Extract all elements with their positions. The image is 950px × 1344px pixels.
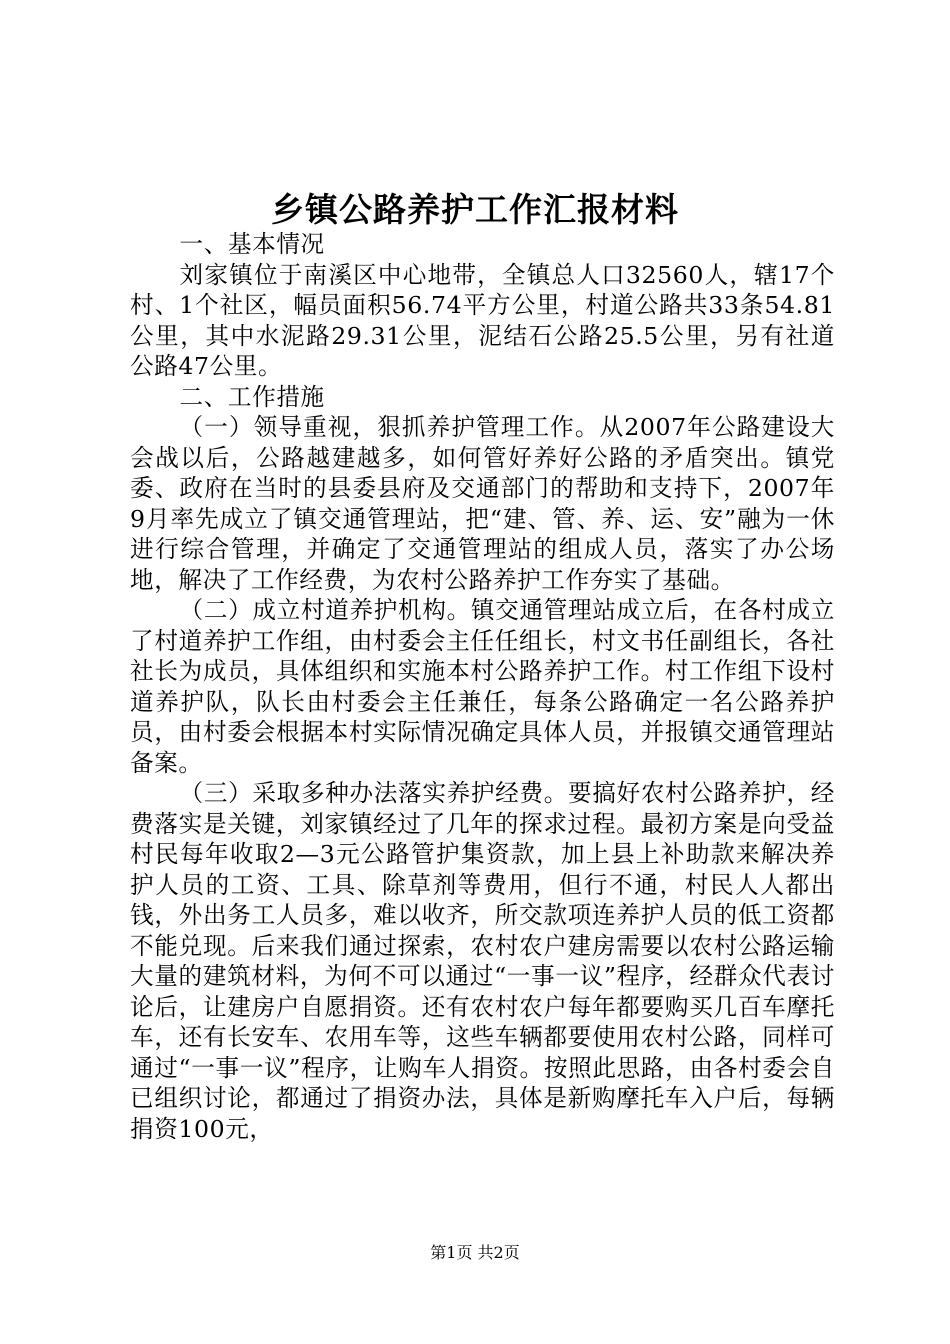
document-body	[130, 229, 835, 1144]
section-heading-measures: 二、工作措施	[179, 382, 325, 411]
document-title: 乡镇公路养护工作汇报材料	[271, 190, 679, 229]
page-footer: 第1页 共2页	[430, 1243, 520, 1262]
paragraph-measure-3: （三）采取多种办法落实养护经费。要搞好农村公路养护，经费落实是关键，刘家镇经过了几年的探求过程。最初方案是向受益村民每年收取2—3元公路管护集资款，加上县上补助款来解决养护人员的工资、工具、除草剂等费用，但行不通，村民人人都出钱，外出务工人员多，难以收齐，所交款项连养护人员的低工资都不能兑现。后来我们通过探索，农村农户建房需要以农村公路运输大量的建筑材料，为何不可以通过“一事一议”程序，经群众代表讨论后，让建房户自愿捐资。还有农村农户每年都要购买几百车摩托车，还有长安车、农用车等，这些车辆都要使用农村公路，同样可通过“一事一议”程序，让购车人捐资。按照此思路，由各村委会自已组织讨论，都通过了捐资办法，具体是新购摩托车入户后，每辆捐资100元，	[130, 779, 835, 1143]
paragraph-measure-1: （一）领导重视，狠抓养护管理工作。从2007年公路建设大会战以后，公路越建越多，如何管好养好公路的矛盾突出。镇党委、政府在当时的县委县府及交通部门的帮助和支持下，2007年9月率先成立了镇交通管理站，把“建、管、养、运、安”融为一休进行综合管理，并确定了交通管理站的组成人员，落实了办公场地，解决了工作经费，为农村公路养护工作夯实了基础。	[130, 413, 835, 594]
paragraph-measure-2: （二）成立村道养护机构。镇交通管理站成立后，在各村成立了村道养护工作组，由村委会主任任组长，村文书任副组长，各社社长为成员，具体组织和实施本村公路养护工作。村工作组下设村道养护队，队长由村委会主任兼任，每条公路确定一名公路养护员，由村委会根据本村实际情况确定具体人员，并报镇交通管理站备案。	[130, 596, 835, 777]
paragraph-basic-info: 刘家镇位于南溪区中心地带，全镇总人口32560人，辖17个村、1个社区，幅员面积56.74平方公里，村道公路共33条54.81公里，其中水泥路29.31公里，泥结石公路25.5公里，另有社道公路47公里。	[130, 260, 835, 380]
section-heading-basic: 一、基本情况	[179, 230, 325, 258]
